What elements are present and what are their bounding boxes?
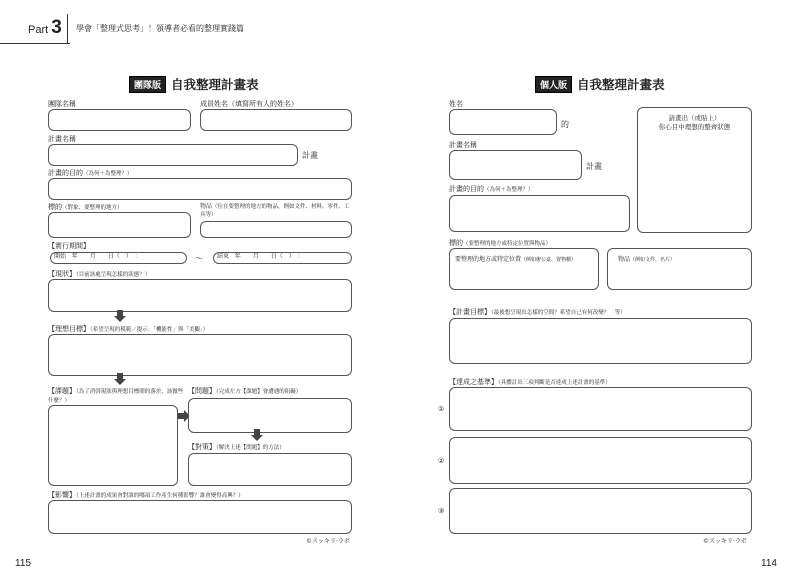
period-tilde: 〜: [195, 254, 203, 263]
left-title: [129, 75, 259, 93]
impact-hint: （上述計畫的成果會對誰的哪項工作產生何種影響？誰會變得高興？）: [76, 493, 244, 499]
target-hint: （對象、要整理的地方）: [62, 205, 123, 211]
goal-label: 【理想目標】: [48, 325, 90, 333]
target-label: 標的: [48, 203, 62, 211]
end-date-field[interactable]: [213, 252, 352, 264]
arrow-down-icon: [117, 373, 123, 379]
right-page-number: 114: [761, 558, 777, 569]
members-field[interactable]: [200, 109, 352, 131]
items-label: 物品: [200, 203, 213, 210]
issue-hint: （為了消弭現狀與理想目標間的落差，該做些什麼？）: [48, 389, 184, 404]
right-plan-name-label: 計畫名稱: [449, 141, 477, 149]
right-target-hint: （要整理的地方或特定位置與物品）: [463, 241, 552, 247]
plan-name-label: 計畫名稱: [48, 135, 76, 143]
criteria-label: 【達成之基準】: [449, 378, 498, 386]
chapter-title: 學會「整理式思考」！領導者必看的整理實踐篇: [76, 24, 244, 33]
left-copyright: ©スッキリ·ラボ: [306, 538, 350, 545]
right-target-label: 標的: [449, 239, 463, 247]
items-hint: （位在要整理的地方的物品，例如文件、材料、零件、工具等）: [200, 204, 350, 218]
part-number: 3: [51, 17, 62, 38]
team-badge: 團隊版: [129, 76, 166, 93]
measure-label: 【對策】: [188, 443, 216, 451]
right-goal-hint: （最後想呈現出怎樣的空間？希望自己有何改變？ 等）: [491, 310, 626, 316]
right-goal-label: 【計畫目標】: [449, 308, 491, 316]
status-hint: （目前該處呈現怎樣的狀態？）: [76, 272, 151, 278]
sketch-box[interactable]: [637, 107, 752, 233]
team-name-field[interactable]: [48, 109, 191, 131]
criteria-2-marker: ②: [438, 457, 445, 465]
goal-field[interactable]: [48, 334, 352, 376]
right-title-text: 自我整理計畫表: [577, 77, 665, 92]
right-plan-name-field[interactable]: [449, 150, 582, 180]
members-label: 成員姓名（填寫所有人的姓名）: [200, 100, 298, 108]
right-plan-suffix: 計畫: [586, 162, 602, 171]
right-copyright: ©スッキリ·ラボ: [703, 538, 747, 545]
part-label: [28, 17, 62, 39]
plan-name-field[interactable]: [48, 144, 298, 166]
problem-hint: （完成左方【課題】會遭遇的阻礙）: [216, 389, 302, 395]
end-label: 結束: [217, 253, 230, 260]
impact-label: 【影響】: [48, 491, 76, 499]
left-title-text: 自我整理計畫表: [171, 77, 259, 92]
part-text: Part: [28, 24, 49, 36]
problem-field[interactable]: [188, 398, 352, 433]
right-items-field[interactable]: [607, 248, 752, 290]
measure-field[interactable]: [188, 453, 352, 486]
end-date-text: 年 月 日（ ） ：: [234, 253, 304, 260]
status-label: 【現狀】: [48, 270, 76, 278]
purpose-label: 計畫的目的: [48, 169, 83, 177]
name-label: 姓名: [449, 100, 463, 108]
target-field[interactable]: [48, 212, 191, 238]
period-label: 【實行期間】: [48, 242, 90, 250]
issue-field[interactable]: [48, 405, 178, 486]
place-hint: （例如辦公桌、置物櫃）: [521, 257, 577, 263]
criteria-1-marker: ①: [438, 405, 445, 413]
criteria-2-field[interactable]: [449, 437, 752, 484]
right-items-label: 物品: [618, 256, 631, 263]
left-page-number: 115: [15, 558, 31, 569]
purpose-field[interactable]: [48, 178, 352, 200]
issue-label: 【課題】: [48, 387, 76, 395]
problem-label: 【問題】: [188, 387, 216, 395]
sketch-line-2: 你心目中理想的整齊狀態: [658, 123, 731, 131]
items-field[interactable]: [200, 221, 352, 238]
goal-hint: （希望呈現的模範／提示：「機能性」與「美觀」）: [90, 327, 209, 333]
header-divider: [67, 14, 68, 44]
team-name-label: 團隊名稱: [48, 100, 76, 108]
name-suffix: 的: [561, 120, 569, 129]
purpose-hint: （為何＋為整理？）: [83, 171, 133, 177]
arrow-down-icon: [254, 429, 260, 435]
impact-field[interactable]: [48, 500, 352, 534]
criteria-1-field[interactable]: [449, 387, 752, 431]
measure-hint: （解決上述【問題】的方法）: [216, 445, 285, 451]
criteria-hint: （具體訂出三項判斷是否達成上述計畫的基準）: [498, 380, 611, 386]
place-label: 要整理的地方或特定位置: [455, 256, 522, 263]
status-field[interactable]: [48, 279, 352, 312]
personal-badge: 個人版: [535, 76, 572, 93]
plan-suffix: 計畫: [302, 151, 318, 160]
name-field[interactable]: [449, 109, 557, 135]
start-date-field[interactable]: [50, 252, 187, 264]
start-label: 開始: [54, 253, 67, 260]
criteria-3-field[interactable]: [449, 488, 752, 534]
arrow-right-icon: [177, 413, 184, 419]
right-purpose-field[interactable]: [449, 195, 630, 232]
right-goal-field[interactable]: [449, 318, 752, 364]
place-field[interactable]: [449, 248, 599, 290]
right-title: [535, 75, 665, 93]
arrow-down-icon: [117, 310, 123, 316]
sketch-line-1: 請畫出（或貼上）: [668, 114, 721, 122]
header-underline: [0, 43, 70, 44]
right-purpose-label: 計畫的目的: [449, 185, 484, 193]
right-items-hint: （例如文件、名片）: [630, 257, 676, 263]
right-purpose-hint: （為何＋為整理？）: [484, 187, 534, 193]
criteria-3-marker: ③: [438, 507, 445, 515]
start-date-text: 年 月 日（ ） ：: [71, 253, 141, 260]
